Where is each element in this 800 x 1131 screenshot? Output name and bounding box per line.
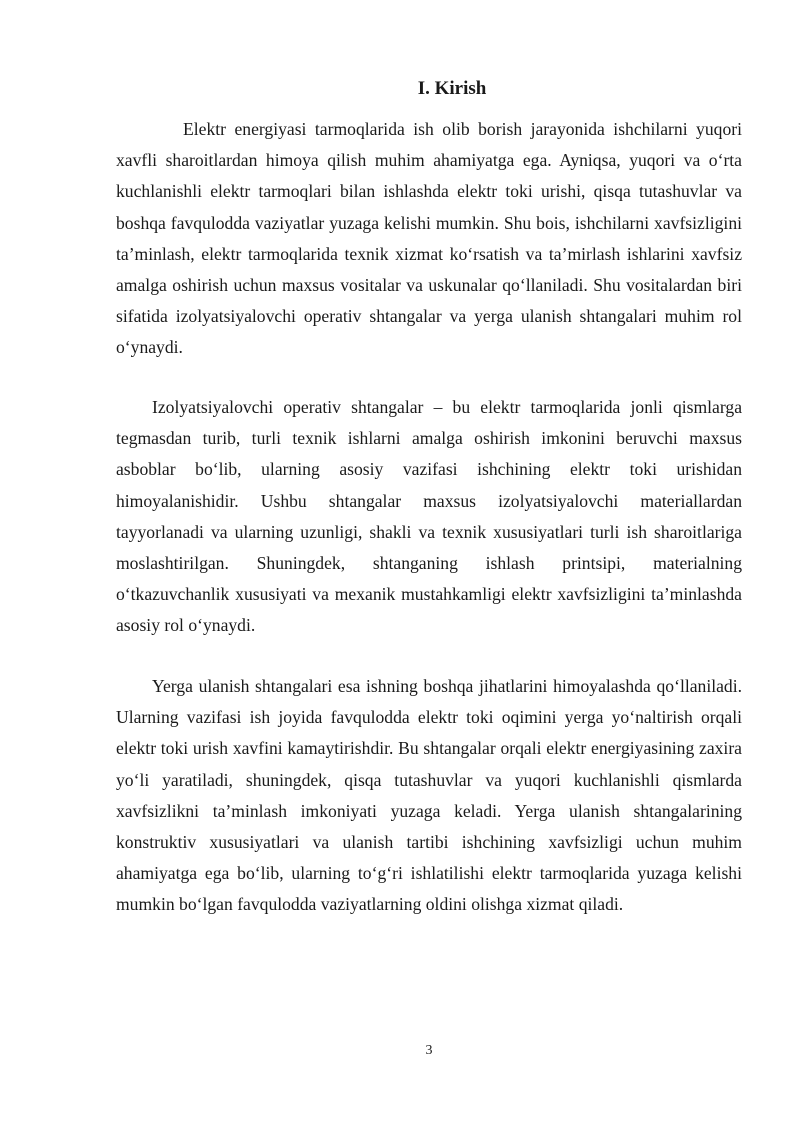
paragraph-grounding-rods: Yerga ulanish shtangalari esa ishning boshqa jihatlarini himoyalashda qo‘llaniladi. Ularning vazifasi ish joyida favqulodda elektr toki oqimini yerga yo‘naltirish orqali elektr toki urish xavfini kamaytirishdir. Bu shtangalar orqali elektr energiyasining zaxira yo‘li yaratiladi, shuningdek, qisqa tutashuvlar va yuqori kuchlanishli qismlarda xavfsizlikni ta’minlash imkoniyati yuzaga keladi. Yerga ulanish shtangalarining konstruktiv xususiyatlari va ulanish tartibi ishchining xavfsizligi uchun muhim ahamiyatga ega bo‘lib, ularning to‘g‘ri ishlatilishi elektr tarmoqlarida yuzaga kelishi mumkin bo‘lgan favqulodda vaziyatlarning oldini olishga xizmat qiladi. [116, 676, 742, 915]
section-heading: I. Kirish [417, 78, 487, 99]
paragraph-operative-rods: Izolyatsiyalovchi operativ shtangalar – bu elektr tarmoqlarida jonli qismlarga tegmasdan turib, turli texnik ishlarni amalga oshirish imkonini beruvchi maxsus asboblar bo‘lib, ularning asosiy vazifasi ishchining elektr toki urishidan himoyalanishidir. Ushbu shtangalar maxsus izolyatsiyalovchi materiallardan tayyorlanadi va ularning uzunligi, shakli va texnik xususiyatlari turli ish sharoitlariga moslashtirilgan. Shuningdek, shtanganing ishlash printsipi, materialning o‘tkazuvchanlik xususiyati va mexanik mustahkamligi elektr xavfsizligini ta’minlashda asosiy rol o‘ynaydi. [116, 397, 742, 636]
page-number: 3 [425, 1043, 433, 1058]
paragraph-intro: Elektr energiyasi tarmoqlarida ish olib borish jarayonida ishchilarni yuqori xavfli sharoitlardan himoya qilish muhim ahamiyatga ega. Ayniqsa, yuqori va o‘rta kuchlanishli elektr tarmoqlari bilan ishlashda elektr toki urishi, qisqa tutashuvlar va boshqa favqulodda vaziyatlar yuzaga kelishi mumkin. Shu bois, ishchilarni xavfsizligini ta’minlash, elektr tarmoqlarida texnik xizmat ko‘rsatish va ta’mirlash ishlarini xavfsiz amalga oshirish uchun maxsus vositalar va uskunalar qo‘llaniladi. Shu vositalardan biri sifatida izolyatsiyalovchi operativ shtangalar va yerga ulanish shtangalari muhim rol o‘ynaydi. [116, 119, 742, 358]
